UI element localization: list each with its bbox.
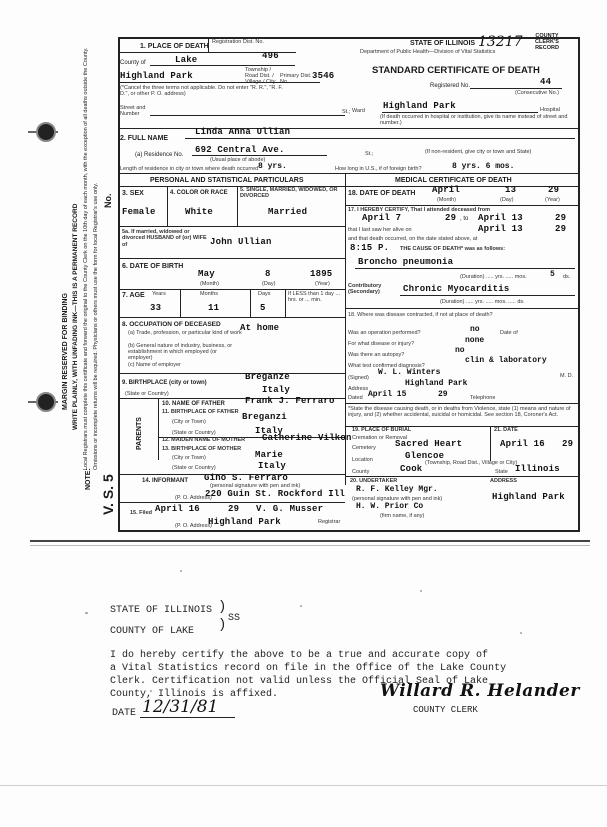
note-text-2: Omissions or incomplete returns will be required. Physicians or others must use the form for local Registrar's use only. [93, 182, 99, 470]
usual-place: (Usual place of abode) [210, 157, 266, 163]
death-month: April [432, 185, 461, 195]
years-label: Years [152, 291, 166, 297]
nonresident-note: (If non-resident, give city or town and State) [425, 149, 532, 155]
mother-label: 12. MAIDEN NAME OF MOTHER [162, 437, 246, 443]
full-name-value: Linda Anna Ullian [195, 127, 291, 137]
less-than-label: If LESS than 1 day ... hrs. or ... min. [288, 291, 340, 303]
days-label: Days [258, 291, 271, 297]
no-mark: No. [103, 193, 113, 208]
footer-line-2: a Vital Statistics record on file in the Office of the Lake County [110, 663, 507, 674]
informant-address: 220 Guin St. Rockford Ill [205, 489, 346, 499]
physician-name: W. L. Winters [378, 368, 441, 377]
death-time: 8:15 P. [350, 243, 390, 253]
undertaker-firm: H. W. Prior Co [356, 502, 424, 511]
where-contracted-label: 18. Where was disease contracted, if not at place of death? [348, 312, 493, 318]
telephone-label: Telephone [470, 395, 496, 401]
day-label: (Day) [500, 197, 514, 203]
ds-abbrev: ds. [563, 274, 571, 280]
footer-state: STATE OF ILLINOIS [110, 605, 213, 616]
filed-date: April 16 [155, 504, 200, 514]
hospital-instruction: (If death occurred in hospital or institution, give its name instead of street and number.) [380, 114, 568, 126]
certify-label: 17. I HEREBY CERTIFY, That I attended deceased from [348, 207, 491, 213]
registration-dist-label: Registration Dist. No. [212, 39, 264, 45]
undertaker-label: 20. UNDERTAKER [350, 478, 398, 484]
diagnosis-value: clin & laboratory [465, 356, 547, 365]
informant-signature-label: (personal signature with pen and ink) [210, 483, 301, 489]
mother-birthplace: Marie [255, 450, 284, 460]
cause-value: Broncho pneumonia [358, 257, 454, 267]
state-or-country-label: (State or Country) [125, 391, 169, 397]
birth-day-label: (Day) [262, 281, 276, 287]
informant-value: Gino S. Ferraro [204, 473, 289, 483]
birth-day: 8 [265, 269, 271, 279]
occupation-label: 8. OCCUPATION OF DECEASED [122, 321, 221, 328]
autopsy-label: Was there an autopsy? [348, 352, 405, 358]
stamp-number: 13217 [478, 34, 523, 50]
father-birthplace-label: 11. BIRTHPLACE OF FATHER [162, 409, 239, 415]
personal-header: PERSONAL AND STATISTICAL PARTICULARS [150, 177, 304, 184]
county-label: County of [120, 60, 146, 66]
state-header: STATE OF ILLINOIS [410, 40, 476, 47]
birth-month-label: (Month) [200, 281, 219, 287]
address-label: Address [348, 386, 369, 392]
age-years: 33 [150, 303, 162, 313]
county-clerk-record: COUNTY CLERK'S RECORD [535, 33, 559, 51]
clerk-signature: Willard R. Helander [380, 681, 580, 701]
brace-top: ) [218, 599, 227, 615]
state-disease-note: *State the disease causing death, or in deaths from Violence, state (1) means and nature of injury, and (2) whether accidental, suicidal or homicidal. See section 18, Coroner's Act. [348, 406, 571, 419]
death-day: 13 [505, 185, 517, 195]
cremation-label: Cremation or Removal [352, 435, 408, 441]
registrar-address: Highland Park [208, 517, 281, 527]
county-clerk-label: COUNTY CLERK [413, 705, 478, 715]
spouse-value: John Ullian [210, 237, 272, 247]
injury-label: For what disease or injury? [348, 341, 415, 347]
footer-ss: SS [228, 613, 241, 624]
firm-name-label: (firm name, if any) [380, 513, 425, 519]
color-label: 4. COLOR OR RACE [170, 190, 228, 196]
brace-bottom: ) [218, 617, 227, 633]
operation-label: Was an operation performed? [348, 330, 421, 336]
father-value: Frank J. Ferraro [245, 396, 335, 406]
county-label-2: County [352, 469, 370, 475]
attended-from: April 7 [362, 213, 402, 223]
undertaker-value: R. F. Kelley Mgr. [356, 485, 438, 494]
operation-value: no [470, 325, 480, 334]
township-label: (Township, Road Dist., Village or City) [425, 460, 518, 466]
street-label: Street and Number [120, 105, 146, 117]
birth-year: 1895 [310, 269, 333, 279]
duration-label-2: (Duration) ..... yrs. ..... mos. ..... ds. [440, 299, 525, 305]
industry-label: (b) General nature of industry, business, or establishment in which employed (or employer) [128, 343, 233, 362]
death-occurred-label: and that death occurred, on the date stated above, at [348, 236, 478, 242]
how-long: 8 yrs. 6 mos. [452, 162, 515, 171]
po-address-label-2: (P. O. Address) [175, 523, 212, 529]
contributory-value: Chronic Myocarditis [403, 284, 510, 294]
trade-label: (a) Trade, profession, or particular kind of work [128, 330, 242, 336]
st-abbrev-2: St.; [365, 151, 374, 157]
place-of-death-label: 1. PLACE OF DEATH [140, 43, 209, 50]
mother-value: Catherine Vilkon [262, 433, 352, 443]
birth-label: 6. DATE OF BIRTH [122, 263, 184, 270]
dept-header: Department of Public Health—Division of Vital Statistics [360, 49, 496, 55]
birthplace-label: 9. BIRTHPLACE (city or town) [122, 380, 207, 386]
length-residence: 8 yrs. [258, 162, 287, 171]
sex-value: Female [122, 207, 156, 217]
state-or-country-label-3: (State or Country) [172, 465, 216, 471]
city-or-town-label-2: (City or Town) [172, 455, 206, 461]
burial-year: 29 [562, 439, 574, 449]
margin-reserved-text: MARGIN RESERVED FOR BINDING [62, 293, 69, 410]
full-name-label: 2. FULL NAME [120, 135, 169, 142]
po-address-label: (P. O. Address) [175, 495, 212, 501]
birthplace-state: Italy [262, 385, 291, 395]
month-label: (Month) [437, 197, 456, 203]
burial-county: Cook [400, 464, 423, 474]
year-label: (Year) [545, 197, 560, 203]
footer-county: COUNTY OF LAKE [110, 626, 195, 637]
marital-value: Married [268, 207, 308, 217]
birth-year-label: (Year) [315, 281, 330, 287]
county-value: Lake [175, 55, 198, 65]
st-abbrev: St.; [342, 109, 351, 115]
footer-line-1: I do hereby certify the above to be a true and accurate copy of [110, 650, 489, 661]
medical-header: MEDICAL CERTIFICATE OF DEATH [395, 177, 512, 184]
age-months: 11 [208, 303, 220, 313]
death-year: 29 [548, 185, 560, 195]
signed-label: (Signed) [348, 375, 369, 381]
punch-hole [36, 122, 56, 142]
father-label: 10. NAME OF FATHER [162, 401, 225, 407]
injury-value: none [465, 336, 485, 345]
how-long-label: How long in U.S., if of foreign birth? [335, 166, 422, 172]
burial-date-label: 21. DATE [494, 427, 518, 433]
age-days: 5 [260, 303, 266, 313]
birth-month: May [198, 269, 215, 279]
state-label: State [495, 469, 508, 475]
cause-label: THE CAUSE OF DEATH* was as follows: [400, 246, 506, 252]
sex-label: 3. SEX [122, 190, 144, 197]
last-saw-alive: April 13 [478, 224, 523, 234]
marital-label: 5. SINGLE, MARRIED, WIDOWED, OR DIVORCED [240, 187, 338, 199]
registrar-name: V. G. Musser [256, 504, 324, 514]
age-label: 7. AGE [122, 292, 145, 299]
attended-to-year: 29 [555, 213, 567, 223]
cemetery-label: Cemetery [352, 445, 376, 451]
attended-to: April 13 [478, 213, 523, 223]
note-label: NOTE: [85, 468, 92, 490]
punch-hole [36, 392, 56, 412]
footer-line-3: Clerk. Certification not valid unless the Official Seal of Lake [110, 676, 489, 687]
spouse-label: 5a. If married, widowed or divorced HUSBAND of (or) WIFE of [122, 229, 207, 248]
township-options: Township / Road Dist. / [245, 67, 274, 80]
date-of-label: Date of [500, 330, 518, 336]
primary-dist: 3546 [312, 71, 335, 81]
city-value: Highland Park [120, 71, 193, 81]
birthplace-value: Breganze [245, 372, 290, 382]
burial-date: April 16 [500, 439, 545, 449]
date-of-death-label: 18. DATE OF DEATH [348, 190, 416, 197]
burial-label: 19. PLACE OF BURIAL [352, 427, 412, 433]
residence-value: 692 Central Ave. [195, 145, 285, 155]
location-label: Location [352, 457, 373, 463]
attended-from-year: 29 [445, 213, 457, 223]
mother-birthplace-label: 13. BIRTHPLACE OF MOTHER [162, 446, 242, 452]
employer-label: (c) Name of employer [128, 362, 181, 368]
duration-label: (Duration) ..... yrs. ..... mos. [460, 274, 527, 280]
hospital-name: Highland Park [383, 101, 456, 111]
registered-no: 44 [540, 77, 552, 87]
months-label: Months [200, 291, 219, 297]
to-word: , to [460, 216, 469, 222]
address-label-2: ADDRESS [490, 478, 517, 484]
mother-country: Italy [258, 461, 287, 471]
doc-title: STANDARD CERTIFICATE OF DEATH [372, 65, 540, 76]
burial-location: Glencoe [405, 451, 445, 461]
registrar-abbrev: Registrar [318, 519, 341, 525]
filed-label: 15. Filed [130, 510, 153, 516]
autopsy-value: no [455, 346, 465, 355]
informant-label: 14. INFORMANT [142, 478, 189, 484]
write-plainly-text: WRITE PLAINLY, WITH UNFADING INK—THIS IS A PERMANENT RECORD [72, 203, 79, 430]
occupation-value: At home [240, 323, 280, 333]
dated-label: Dated [348, 395, 363, 401]
father-country: Italy [255, 426, 284, 436]
registered-no-label: Registered No. [430, 83, 471, 89]
filed-year: 29 [228, 504, 240, 514]
city-or-town-label: (City or Town) [172, 419, 206, 425]
parents-label: PARENTS [136, 417, 143, 450]
father-birthplace: Breganzi [242, 412, 287, 422]
length-residence-label: Length of residence in city or town where death occurred [120, 166, 259, 172]
ward-label: Ward [352, 108, 365, 114]
footer-line-4: County, Illinois is affixed. [110, 689, 279, 700]
consecutive-no: (Consecutive No.) [515, 90, 560, 96]
diagnosis-label: What test confirmed diagnosis? [348, 363, 425, 369]
color-value: White [185, 207, 214, 217]
cemetery-value: Sacred Heart [395, 439, 463, 449]
hospital-label: Hospital [540, 107, 560, 113]
residence-label: (a) Residence No. [135, 152, 184, 158]
signed-date: April 15 [368, 390, 407, 399]
last-saw-label: that I last saw her alive on [348, 227, 412, 233]
md-label: M. D. [560, 373, 574, 379]
contributory-label: Contributory (Secondary) [348, 283, 382, 295]
undertaker-address: Highland Park [492, 492, 565, 502]
footer-date: 12/31/81 [142, 697, 219, 717]
registration-dist: 496 [262, 51, 279, 61]
duration-days: 5 [550, 270, 555, 279]
signed-year: 29 [438, 390, 448, 399]
form-code: V. S. 5 [100, 474, 116, 515]
burial-state: Illinois [515, 464, 560, 474]
physician-address: Highland Park [405, 379, 468, 388]
primary-dist-label: Primary Dist. [280, 73, 312, 79]
last-saw-year: 29 [555, 224, 567, 234]
note-text: Local Registrars must complete this certificate and forward the original to the County Clerk on the 10th day of each month, with the exception of all deaths outside the County. [83, 47, 89, 470]
state-or-country-label-2: (State or Country) [172, 430, 216, 436]
undertaker-signature-label: (personal signature with pen and ink) [352, 496, 443, 502]
cancel-instruction: (*Cancel the three terms not applicable. Do not enter "R. R.", "R. F. D.", or other P. O. address) [120, 85, 283, 97]
footer-date-label: DATE [112, 708, 137, 719]
